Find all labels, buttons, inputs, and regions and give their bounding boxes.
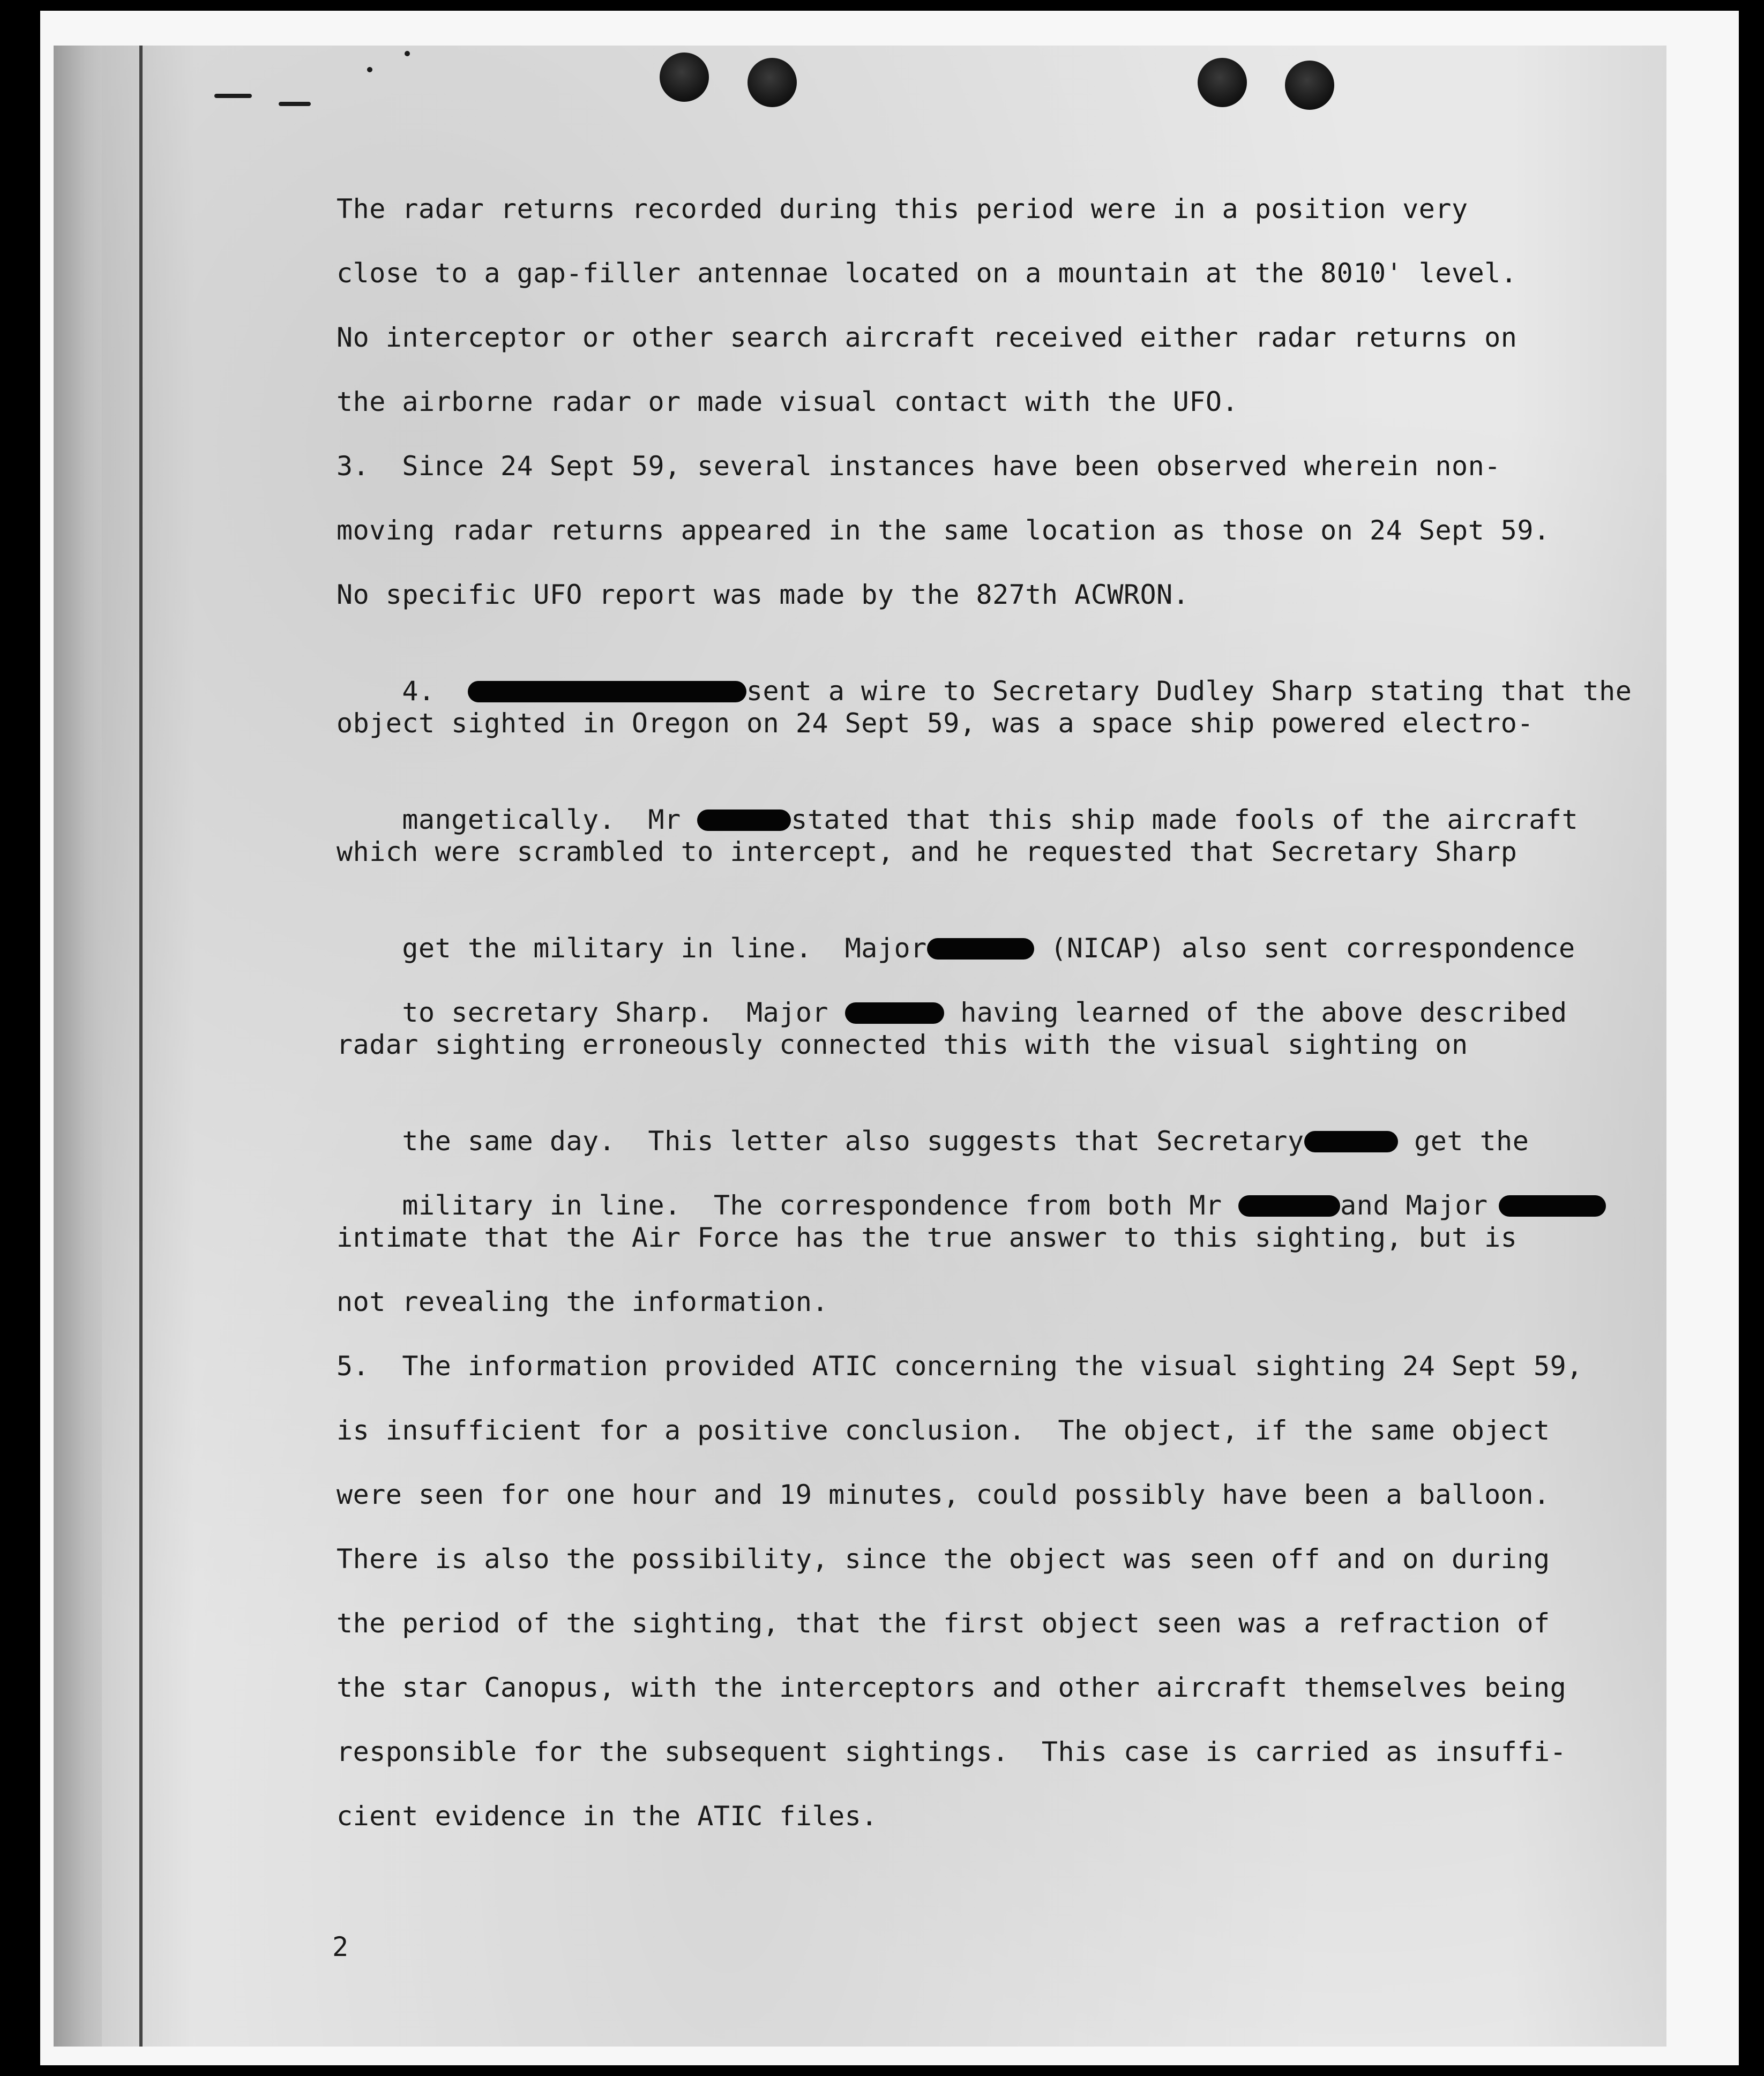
ink-mark [214, 94, 252, 98]
text-line: the airborne radar or made visual contact with the UFO. [337, 386, 1239, 417]
line-tail: sent a wire to Secretary Dudley Sharp stating that the [746, 676, 1632, 707]
punch-hole-2 [748, 58, 797, 107]
redaction-bar [697, 810, 791, 831]
text-line: close to a gap-filler antennae located on a mountain at the 8010' level. [337, 258, 1518, 289]
line-tail: having learned of the above described [944, 997, 1567, 1028]
punch-hole-3 [1198, 58, 1247, 107]
text-line: moving radar returns appeared in the same location as those on 24 Sept 59. [337, 515, 1550, 546]
text-line: No interceptor or other search aircraft received either radar returns on [337, 322, 1518, 353]
text-line: cient evidence in the ATIC files. [337, 1801, 878, 1832]
text-line: No specific UFO report was made by the 827th ACWRON. [337, 579, 1190, 610]
text-line: responsible for the subsequent sightings. This case is carried as insuffi- [337, 1736, 1567, 1767]
text-line: There is also the possibility, since the object was seen off and on during [337, 1543, 1550, 1575]
line-start: military in line. The correspondence from both Mr [402, 1190, 1239, 1221]
ink-dot [367, 67, 372, 72]
text-line: object sighted in Oregon on 24 Sept 59, was a space ship powered electro- [337, 708, 1534, 739]
line-tail: (NICAP) also sent correspondence [1034, 933, 1575, 964]
line-tail: get the [1397, 1126, 1529, 1157]
punch-hole-4 [1285, 61, 1334, 110]
ink-mark [279, 102, 311, 106]
line-start: 4. [402, 676, 468, 707]
text-line: the period of the sighting, that the first object seen was a refraction of [337, 1608, 1550, 1639]
line-start: get the military in line. Major [402, 933, 927, 964]
text-line: radar sighting erroneously connected this with the visual sighting on [337, 1029, 1468, 1060]
punch-hole-1 [660, 53, 709, 102]
redaction-bar [845, 1002, 944, 1024]
page-edge-line [139, 46, 143, 2047]
redaction-bar [1499, 1195, 1606, 1217]
ink-dot [405, 51, 410, 56]
line-start: mangetically. Mr [402, 804, 698, 835]
redaction-bar [1238, 1195, 1340, 1217]
text-line: is insufficient for a positive conclusion. The object, if the same object [337, 1415, 1550, 1446]
redaction-bar [927, 938, 1034, 960]
line-tail: and Major [1340, 1190, 1488, 1221]
text-line: 3. Since 24 Sept 59, several instances have been observed wherein non- [337, 451, 1501, 482]
line-start: to secretary Sharp. Major [402, 997, 845, 1028]
text-line: which were scrambled to intercept, and he requested that Secretary Sharp [337, 836, 1518, 867]
line-tail: stated that this ship made fools of the aircraft [791, 804, 1579, 835]
line-start: the same day. This letter also suggests that Secretary [402, 1126, 1304, 1157]
page-number: 2 [332, 1931, 349, 1962]
text-line: The radar returns recorded during this period were in a position very [337, 193, 1468, 224]
text-line: were seen for one hour and 19 minutes, could possibly have been a balloon. [337, 1479, 1550, 1510]
text-line: the star Canopus, with the interceptors and other aircraft themselves being [337, 1672, 1567, 1703]
text-line: not revealing the information. [337, 1286, 829, 1317]
redaction-bar [468, 681, 746, 702]
text-line: 5. The information provided ATIC concerning the visual sighting 24 Sept 59, [337, 1351, 1583, 1382]
text-line: intimate that the Air Force has the true answer to this sighting, but is [337, 1222, 1518, 1253]
redaction-bar [1304, 1131, 1398, 1152]
